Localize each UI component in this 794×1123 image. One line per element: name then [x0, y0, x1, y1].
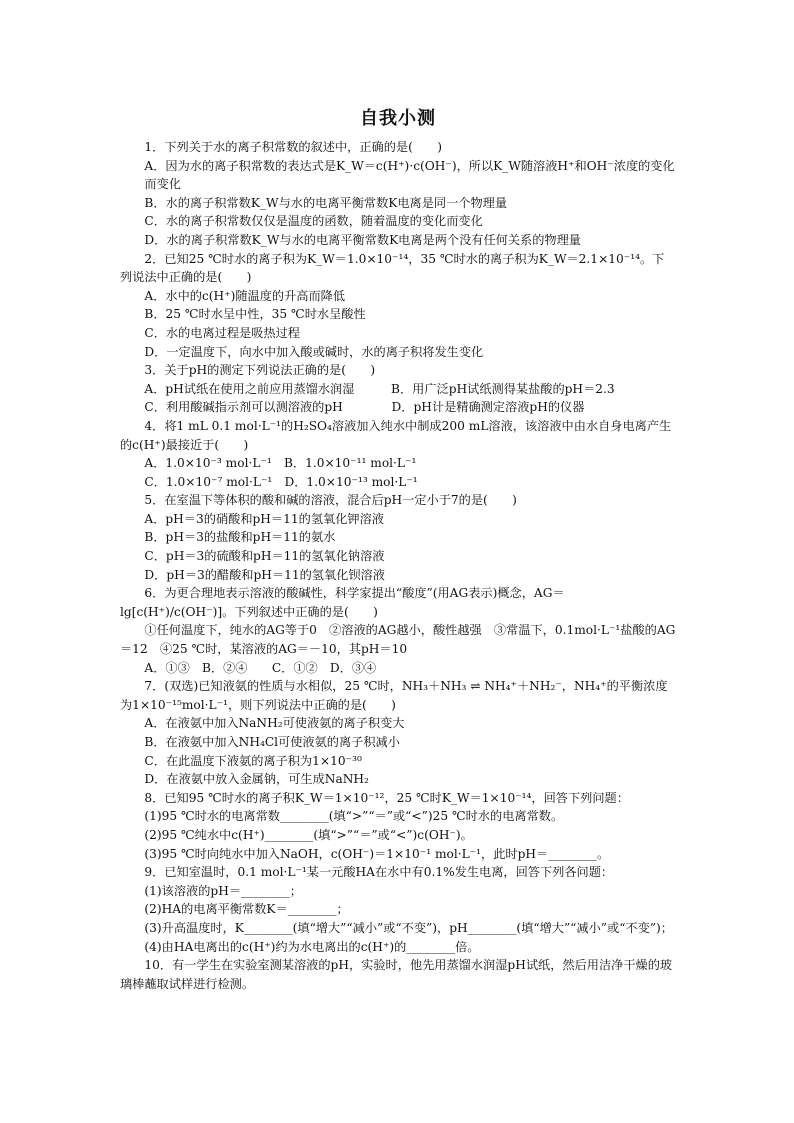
- option-line: B．25 ℃时水呈中性，35 ℃时水呈酸性: [144, 307, 366, 322]
- option-line: C．利用酸碱指示剂可以测溶液的pH D．pH计是精确测定溶液pH的仪器: [144, 400, 585, 415]
- option-line: A．水中的c(H⁺)随温度的升高而降低: [144, 288, 346, 303]
- option-line: D．水的离子积常数K_W与水的电离平衡常数K电离是两个没有任何关系的物理量: [144, 232, 581, 247]
- option-line: (1)95 ℃时水的电离常数________(填“>”“＝”或“<”)25 ℃时水的电离常数。: [144, 809, 564, 824]
- option-line: A．在液氨中加入NaNH₂可使液氨的离子积变大: [144, 716, 405, 731]
- option-line: C．水的电离过程是吸热过程: [144, 325, 300, 340]
- question-line: 1．下列关于水的离子积常数的叙述中，正确的是( ): [144, 140, 442, 154]
- option-line: C．1.0×10⁻⁷ mol·L⁻¹ D．1.0×10⁻¹³ mol·L⁻¹: [144, 474, 418, 489]
- document-page: [120, 104, 676, 993]
- option-line: D．一定温度下，向水中加入酸或碱时，水的离子积将发生变化: [144, 344, 484, 359]
- question-line: 6．为更合理地表示溶液的酸碱性，科学家提出“酸度”(用AG表示)概念，AG＝lg[c(H⁺)/c(OH⁻)]。下列叙述中正确的是( ): [120, 586, 565, 619]
- option-line: C．在此温度下液氨的离子积为1×10⁻³⁰: [144, 753, 362, 768]
- question-line: (3)升高温度时，K________(填“增大”“减小”或“不变”)，pH________(填“增大”“减小”或“不变”)；: [144, 920, 673, 935]
- option-line: A．1.0×10⁻³ mol·L⁻¹ B．1.0×10⁻¹¹ mol·L⁻¹: [144, 456, 417, 471]
- question-line: 5．在室温下等体积的酸和碱的溶液，混合后pH一定小于7的是( ): [144, 493, 517, 508]
- option-line: A．因为水的离子积常数的表达式是K_W＝c(H⁺)·c(OH⁻)，所以K_W随溶液H⁺和OH⁻浓度的变化而变化: [144, 158, 675, 192]
- option-line: A．pH试纸在使用之前应用蒸馏水润湿 B．用广泛pH试纸测得某盐酸的pH＝2.3: [144, 381, 615, 396]
- option-line: (1)该溶液的pH＝________；: [144, 883, 302, 898]
- option-line: A．①③ B．②④ C．①② D．③④: [144, 660, 377, 675]
- option-line: B．水的离子积常数K_W与水的电离平衡常数K电离是同一个物理量: [144, 195, 508, 210]
- option-line: B．pH＝3的盐酸和pH＝11的氨水: [144, 530, 336, 545]
- page-title: 自我小测: [360, 108, 436, 129]
- question-line: 7．(双选)已知液氨的性质与水相似，25 ℃时，NH₃＋NH₃ ⇌ NH₄⁺＋NH₂⁻，NH₄⁺的平衡浓度为1×10⁻¹⁵mol·L⁻¹，则下列说法中正确的是( ): [120, 679, 668, 712]
- question-line: 2．已知25 ℃时水的离子积为K_W＝1.0×10⁻¹⁴，35 ℃时水的离子积为K_W＝2.1×10⁻¹⁴。下列说法中正确的是( ): [120, 251, 665, 285]
- question-line: 8．已知95 ℃时水的离子积K_W＝1×10⁻¹²，25 ℃时K_W＝1×10⁻¹⁴，回答下列问题：: [144, 790, 629, 805]
- question-line: 3．关于pH的测定下列说法正确的是( ): [144, 363, 376, 378]
- option-line: (2)95 ℃纯水中c(H⁺)________(填“>”“＝”或“<”)c(OH⁻)。: [144, 827, 473, 842]
- option-line: (4)由HA电离出的c(H⁺)约为水电离出的c(H⁺)的________倍。: [144, 939, 480, 954]
- option-line: A．pH＝3的硝酸和pH＝11的氢氧化钾溶液: [144, 511, 384, 526]
- option-line: D．pH＝3的醋酸和pH＝11的氢氧化钡溶液: [144, 567, 385, 582]
- question-line: 10．有一学生在实验室测某溶液的pH，实验时，他先用蒸馏水润湿pH试纸，然后用洁净干燥的玻璃棒蘸取试样进行检测。: [120, 958, 673, 991]
- option-line: (3)95 ℃时向纯水中加入NaOH，c(OH⁻)＝1×10⁻¹ mol·L⁻¹，此时pH＝________。: [144, 846, 610, 861]
- question-line: 4．将1 mL 0.1 mol·L⁻¹的H₂SO₄溶液加入纯水中制成200 mL溶液，该溶液中由水自身电离产生的c(H⁺)最接近于( ): [120, 418, 672, 452]
- option-line: D．在液氨中放入金属钠，可生成NaNH₂: [144, 772, 369, 787]
- question-list: [120, 138, 676, 993]
- option-line: C．pH＝3的硫酸和pH＝11的氢氧化钠溶液: [144, 549, 385, 564]
- question-line: 9．已知室温时，0.1 mol·L⁻¹某一元酸HA在水中有0.1%发生电离，回答下列各问题：: [144, 865, 614, 880]
- option-line: C．水的离子积常数仅仅是温度的函数，随着温度的变化而变化: [144, 214, 483, 229]
- option-line: B．在液氨中加入NH₄Cl可使液氨的离子积减小: [144, 735, 400, 749]
- option-line: (2)HA的电离平衡常数K＝________；: [144, 902, 349, 917]
- question-line: ①任何温度下，纯水的AG等于0 ②溶液的AG越小，酸性越强 ③常温下，0.1mol·L⁻¹盐酸的AG＝12 ④25 ℃时，某溶液的AG＝－10，其pH＝10: [120, 623, 676, 657]
